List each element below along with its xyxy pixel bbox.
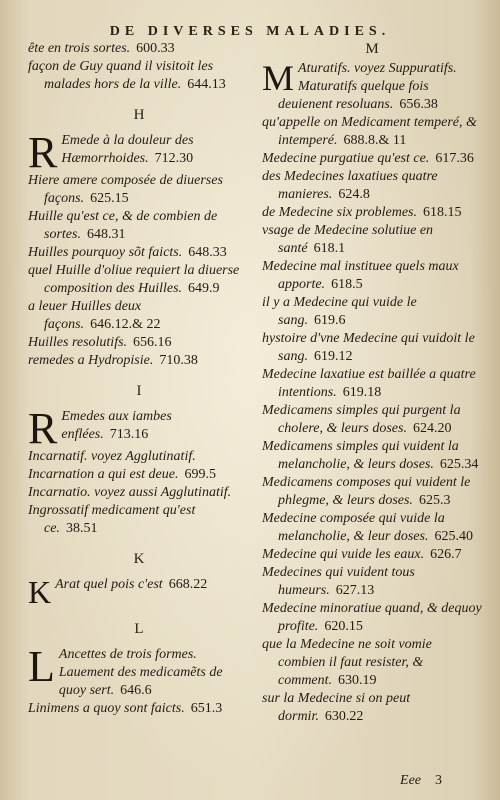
index-entry [28, 484, 250, 502]
page-reference: 625.40 [434, 529, 473, 544]
page-reference: 630.22 [324, 709, 364, 724]
section-letter-m: M [365, 41, 379, 57]
entry-text: des Medecines laxatiues quatre manieres. [262, 169, 438, 202]
entry-text: Medecine qui vuide les eaux. [262, 547, 425, 562]
section-letter-h: H [133, 107, 145, 123]
left-column [28, 40, 250, 718]
index-entry [28, 132, 250, 168]
page-reference: 656.16 [133, 335, 172, 350]
entry-text: Maturatifs quelque fois deuienent resoluans. [278, 79, 429, 112]
page-reference: 630.19 [338, 673, 377, 688]
page-reference: 620.15 [324, 619, 363, 634]
dropcap-h: R [28, 128, 58, 177]
entry-text: Medecine mal instituee quels maux apporte. [262, 259, 459, 292]
entry-text: hystoire d'vne Medecine qui vuidoit le sang. [262, 331, 475, 364]
entry-text: façon de Guy quand il visitoit les malades hors de la ville. [28, 59, 214, 92]
page-reference: 713.16 [109, 427, 149, 442]
entry-text: Ancettes de trois formes. [58, 647, 197, 662]
dropcap-l: L [28, 642, 55, 691]
index-entry [262, 294, 482, 330]
page-reference: 618.5 [331, 277, 363, 292]
entry-text: Medecine minoratiue quand, & dequoy profite. [262, 601, 482, 634]
section-letter-i: I [136, 383, 142, 399]
page-reference: 624.8 [338, 187, 370, 202]
entry-text: Hiere amere composée de diuerses façons. [28, 173, 223, 206]
index-entry [262, 690, 482, 726]
page-reference: 619.6 [313, 313, 346, 328]
entry-text: Incarnatio. voyez aussi Agglutinatif. [28, 485, 232, 500]
index-entry [262, 474, 482, 510]
index-entry [28, 466, 250, 484]
entry-text: a leuer Huilles deux façons. [28, 299, 142, 332]
section-letter-k: K [133, 551, 145, 567]
entry-text: quel Huille d'oliue requiert la diuerse composition des Huilles. [28, 263, 240, 296]
index-entry [28, 576, 250, 594]
entry-text: Medicamens simples qui purgent la cholere, & leurs doses. [262, 403, 461, 436]
index-entry [262, 564, 482, 600]
page-reference: 712.30 [154, 151, 194, 166]
entry-text: Aturatifs. voyez Suppuratifs. [298, 61, 457, 76]
entry-text: Huilles pourquoy sõt faicts. [28, 245, 183, 260]
page-reference [196, 449, 202, 464]
index-entry [262, 222, 482, 258]
signature-number: 3 [435, 773, 442, 788]
index-entry [262, 258, 482, 294]
entry-text: Medicamens composes qui vuident le phlegme, & leurs doses. [262, 475, 471, 508]
page-reference: 668.22 [168, 577, 208, 592]
page-reference [197, 647, 203, 662]
index-entry [262, 330, 482, 366]
entry-text: Incarnation a qui est deue. [28, 467, 179, 482]
index-entry [262, 168, 482, 204]
index-entry [28, 244, 250, 262]
entry-text: Medecine laxatiue est baillée a quatre intentions. [262, 367, 476, 400]
entry-text: Medecine purgatiue qu'est ce. [262, 151, 430, 166]
page-reference [457, 61, 463, 76]
index-entry [262, 402, 482, 438]
page-reference: 626.7 [430, 547, 462, 562]
index-entry [262, 60, 482, 78]
entry-text: Linimens a quoy sont faicts. [28, 701, 185, 716]
index-entry [262, 438, 482, 474]
index-entry [262, 204, 482, 222]
page-reference: 624.20 [412, 421, 452, 436]
entry-text: Medicamens simples qui vuident la melancholie, & leurs doses. [262, 439, 459, 472]
page-reference: 625.3 [418, 493, 451, 508]
index-entry [262, 114, 482, 150]
index-entry [28, 700, 250, 718]
page-reference: 600.33 [136, 41, 175, 56]
entry-text: Huilles resolutifs. [28, 335, 128, 350]
index-entry [28, 40, 250, 58]
section-letter-l: L [134, 621, 144, 637]
signature-mark [400, 773, 442, 789]
index-entry [28, 172, 250, 208]
entry-text: ête en trois sortes. [28, 41, 131, 56]
entry-text: Medecines qui vuident tous humeurs. [262, 565, 415, 598]
page-reference: 625.34 [439, 457, 479, 472]
index-entry [262, 150, 482, 168]
dropcap-k: K [28, 574, 52, 610]
index-entry [28, 502, 250, 538]
page-reference: 688.8.& 11 [343, 133, 407, 148]
index-entry [262, 366, 482, 402]
index-entry [262, 78, 482, 114]
page-reference: 644.13 [187, 77, 226, 92]
page-reference: 38.51 [65, 521, 98, 536]
page-reference: 646.12.& 22 [90, 317, 161, 332]
index-entry [28, 208, 250, 244]
entry-text: Emedes aux iambes enflées. [61, 409, 172, 442]
page-reference: 627.13 [335, 583, 375, 598]
entry-text: qu'appelle on Medicament temperé, & intemperé. [262, 115, 477, 148]
entry-text: de Medecine six problemes. [262, 205, 417, 220]
page-reference: 617.36 [435, 151, 474, 166]
page-reference: 625.15 [90, 191, 129, 206]
index-entry [28, 334, 250, 352]
entry-text: Incarnatif. voyez Agglutinatif. [28, 449, 196, 464]
right-column [262, 40, 482, 726]
index-entry [262, 510, 482, 546]
page-reference: 710.38 [159, 353, 198, 368]
entry-text: Medecine composée qui vuide la melancholie, & leur doses. [262, 511, 445, 544]
running-head: DE DIVERSES MALADIES. [109, 24, 391, 39]
entry-text: Emede à la douleur des Hæmorrhoides. [61, 133, 194, 166]
entry-text: vsage de Medecine solutiue en santé [262, 223, 434, 256]
entry-text: il y a Medecine qui vuide le sang. [262, 295, 417, 328]
index-entry [28, 262, 250, 298]
entry-text: Arat quel pois c'est [55, 577, 163, 592]
page-reference: 618.1 [313, 241, 346, 256]
dropcap-i: R [28, 404, 58, 453]
index-entry [262, 636, 482, 690]
index-entry [28, 408, 250, 444]
entry-text: sur la Medecine si on peut dormir. [262, 691, 411, 724]
entry-text: que la Medecine ne soit vomie combien il faut resister, & comment. [262, 637, 432, 688]
entry-text: Huille qu'est ce, & de combien de sortes. [28, 209, 218, 242]
index-entry [28, 448, 250, 466]
index-entry [28, 298, 250, 334]
page-reference: 619.12 [313, 349, 353, 364]
index-entry [28, 646, 250, 664]
page-reference: 648.31 [86, 227, 126, 242]
index-entry [28, 58, 250, 94]
page-reference: 651.3 [190, 701, 223, 716]
index-entry [262, 546, 482, 564]
page-reference: 619.18 [342, 385, 382, 400]
index-entry [28, 352, 250, 370]
dropcap-m: M [262, 58, 295, 98]
index-entry [28, 664, 250, 700]
page-reference: 649.9 [188, 281, 220, 296]
page-reference: 618.15 [422, 205, 462, 220]
index-entry [262, 600, 482, 636]
entry-text: remedes a Hydropisie. [28, 353, 154, 368]
page-reference: 648.33 [188, 245, 227, 260]
page-reference: 646.6 [120, 683, 152, 698]
entry-text: Ingrossatif medicament qu'est ce. [28, 503, 196, 536]
page-reference: 656.38 [399, 97, 438, 112]
page-reference [231, 485, 237, 500]
signature-letters: Eee [400, 773, 421, 788]
entry-text: Lauement des medicamẽts de quoy sert. [58, 665, 223, 698]
page-reference: 699.5 [184, 467, 216, 482]
